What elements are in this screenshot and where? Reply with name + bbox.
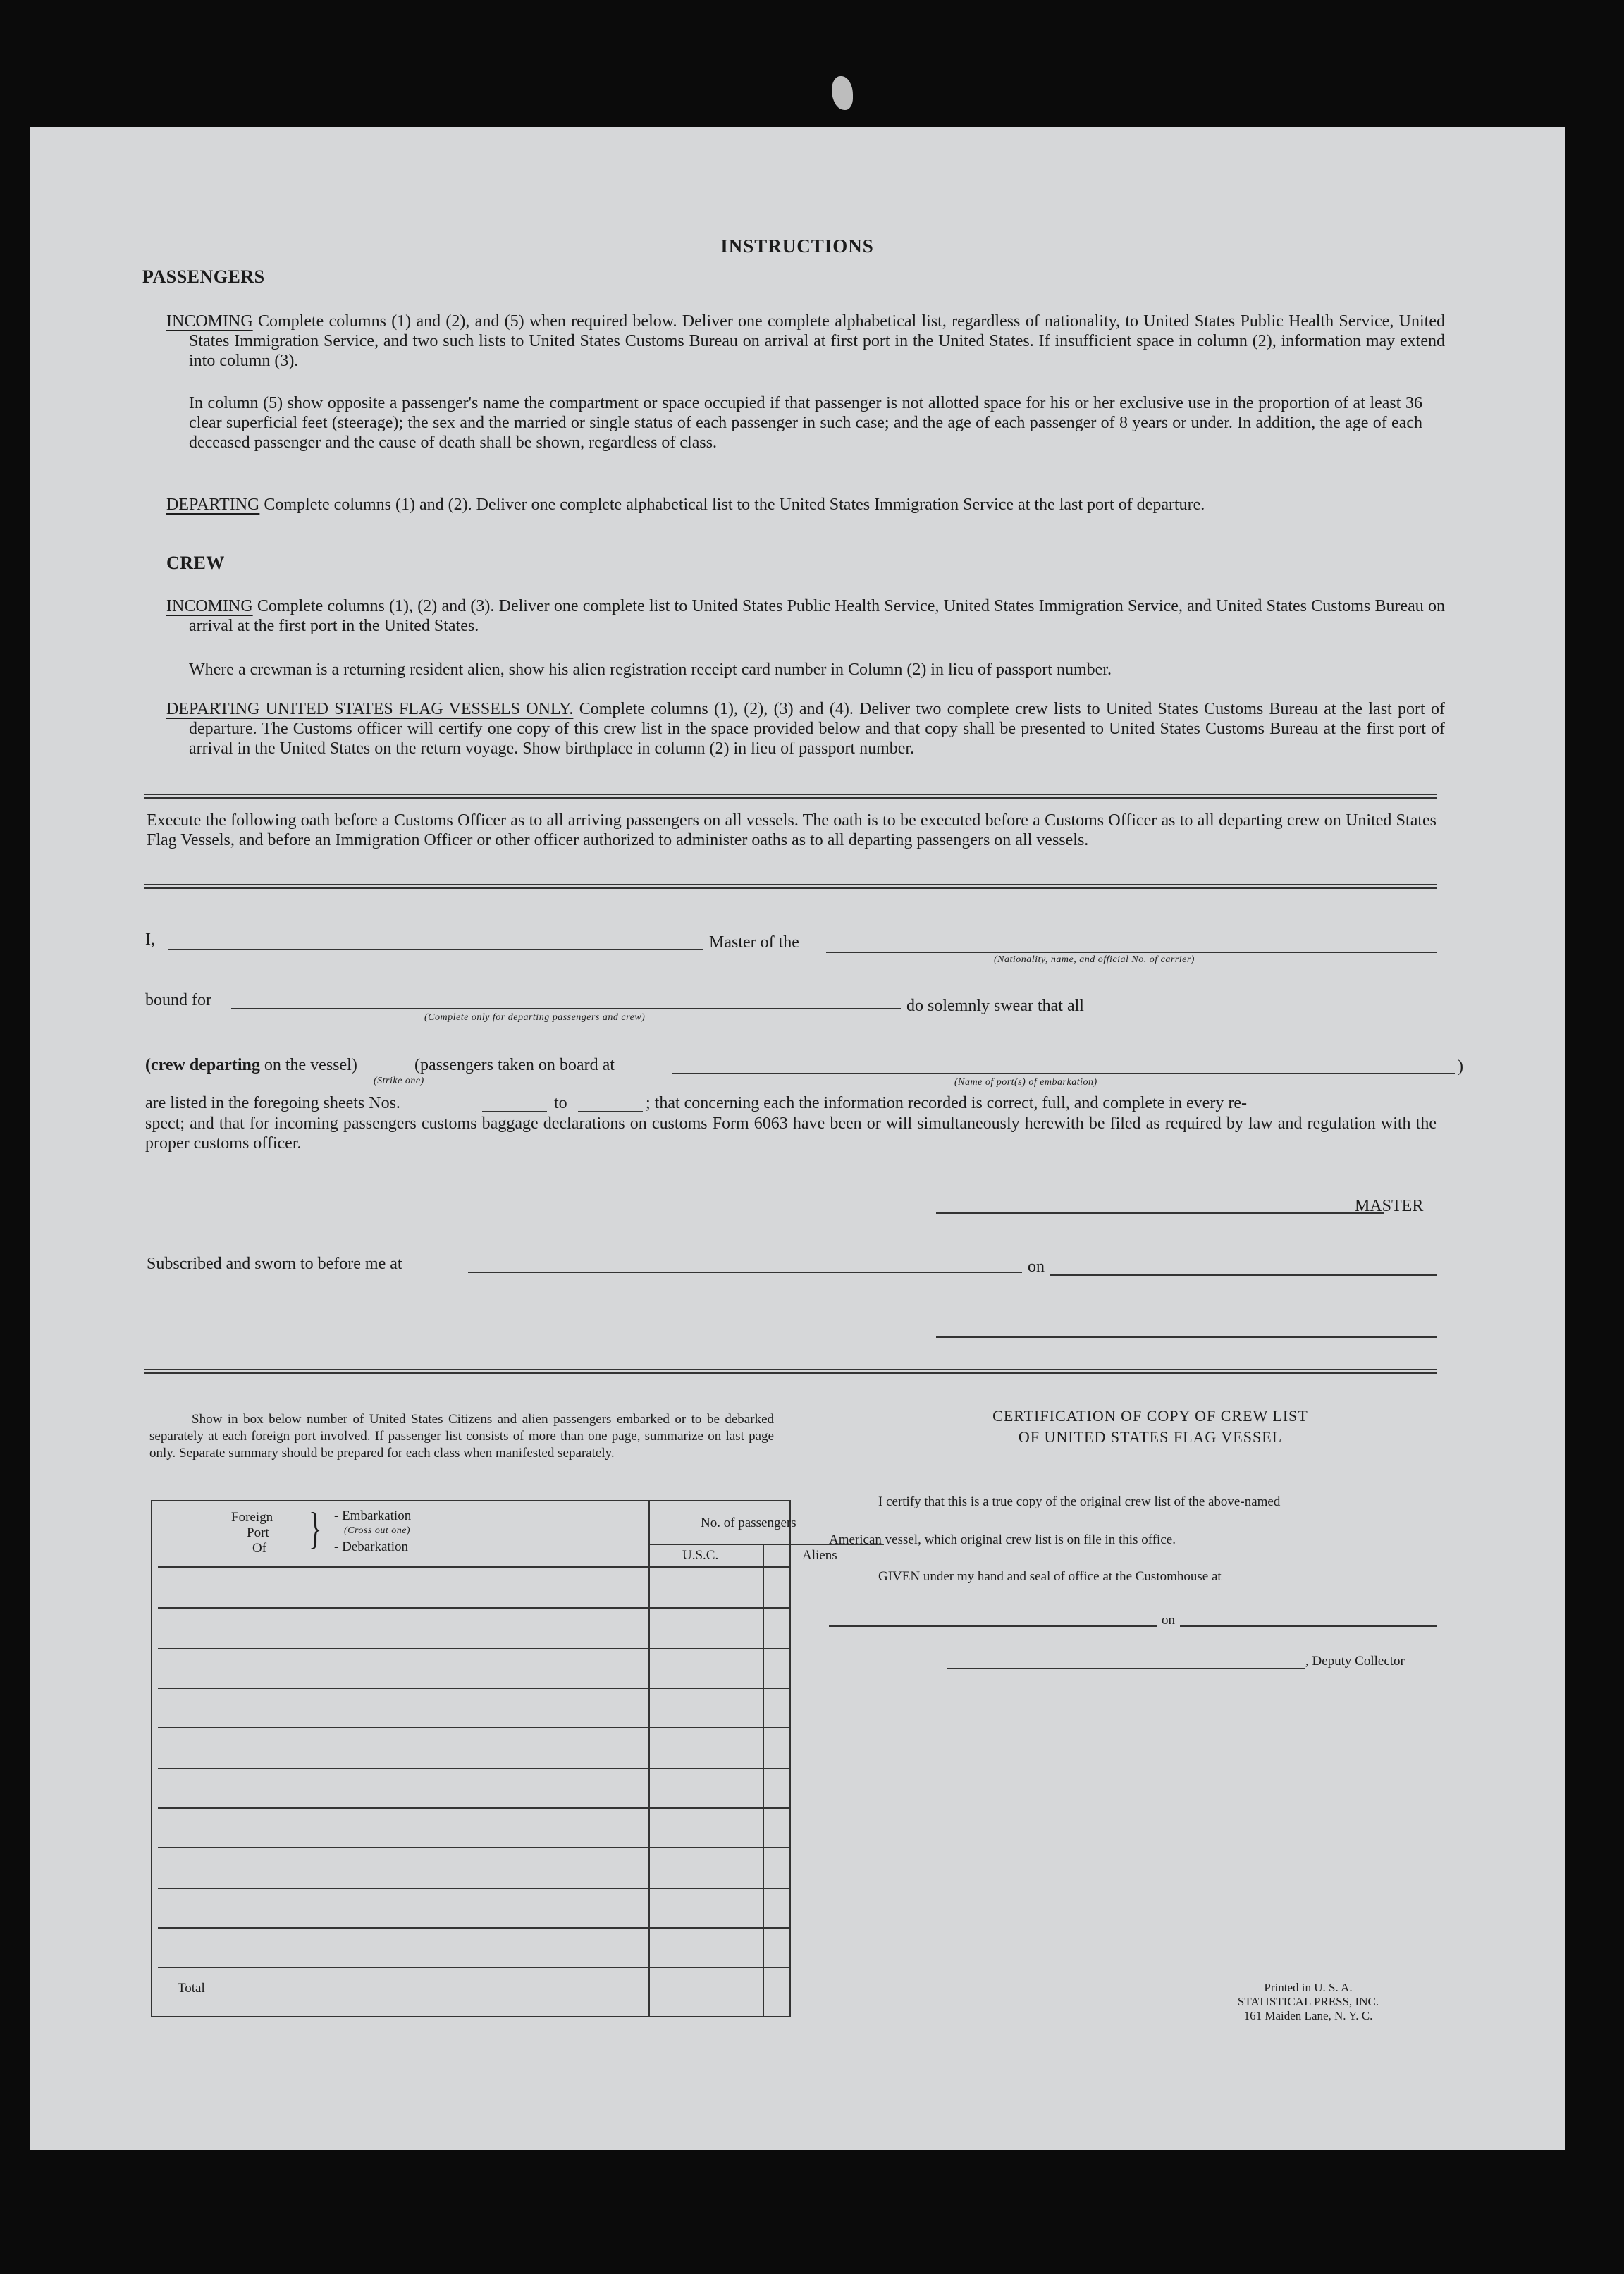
given-line: GIVEN under my hand and seal of office at the Customhouse at [878,1569,1222,1584]
execute-oath-paragraph: Execute the following oath before a Customs Officer as to all arriving passengers on all vessels. The oath is to be executed before a Customs Officer as to all departing crew on United States Flag Vessels, and before an Immigration Officer or other officer authorized to administer oaths as to all departing passengers on all vessels. [147,811,1437,849]
to-label: to [554,1094,567,1112]
form-sheet [30,127,1565,2150]
foreign-port-label-foreign: Foreign [231,1510,273,1525]
sworn-on-label: on [1028,1258,1045,1276]
passengers-heading: PASSENGERS [142,266,265,287]
strike-one-caption: (Strike one) [374,1076,424,1086]
brace: } [309,1503,322,1553]
certify-line-1: I certify that this is a true copy of the original crew list of the above-named [878,1494,1281,1509]
bound-for-label: bound for [145,991,211,1009]
no-of-passengers-header: No. of passengers [701,1516,796,1530]
foreign-port-label-of: Of [252,1541,267,1556]
passengers-incoming-text: Complete columns (1) and (2), and (5) when required below. Deliver one complete alphabetical list, regardless of nationality, to United States Public Health Service, United States Immigration Service, and two such lists to United States Customs Bureau on arrival at first port in the United States. If insufficient space in column (2), information may extend into column (3). [189,312,1445,370]
passengers-departing-paragraph [166,495,1445,515]
crew-heading: CREW [166,553,225,573]
master-name-field[interactable] [168,949,703,950]
printer-imprint [1202,1981,1414,2023]
cert-on-label: on [1162,1613,1175,1628]
certification-title-2: OF UNITED STATES FLAG VESSEL [1018,1428,1283,1446]
embarkation-port-field[interactable] [672,1073,1455,1074]
instructions-title: INSTRUCTIONS [720,235,874,257]
certification-title-1: CERTIFICATION OF COPY OF CREW LIST [992,1407,1308,1425]
passengers-taken-label[interactable]: (passengers taken on board at [414,1056,615,1074]
cert-date-field[interactable] [1180,1625,1437,1627]
crew-incoming-paragraph [166,596,1445,636]
sworn-place-field[interactable] [468,1272,1022,1273]
master-of-the-label: Master of the [709,933,799,952]
sheet-to-field[interactable] [578,1111,643,1112]
column5-paragraph: In column (5) show opposite a passenger's name the compartment or space occupied if that passenger is not allotted space for his or her exclusive use in the proportion of at least 36 clear superficial feet (steerage); the sex and the married or single status of each passenger in such case; and the age of each passenger of 8 years or under. In addition, the age of each deceased passenger and the cause of death shall be shown, regardless of class. [189,394,1422,452]
master-signature-field[interactable] [936,1212,1384,1214]
printer-line-2: STATISTICAL PRESS, INC. [1237,1995,1379,2008]
foreign-port-label-port: Port [247,1525,269,1540]
deputy-collector-label: , Deputy Collector [1305,1654,1405,1668]
passenger-summary-table [151,1500,837,2017]
on-the-vessel-label: on the vessel) [264,1056,357,1074]
bound-for-field[interactable] [231,1008,901,1009]
crewman-paragraph: Where a crewman is a returning resident alien, show his alien registration receipt card number in Column (2) in lieu of passport number. [189,660,1112,679]
aliens-header: Aliens [802,1548,837,1563]
oath-i-label: I, [145,930,155,949]
paper-blot [832,76,853,110]
divider-rule [144,884,1437,889]
listed-text-3: spect; and that for incoming passengers customs baggage declarations on customs Form 6063 have been or will simultaneously herewith be filed as required by law and regulation with the proper customs officer. [145,1114,1437,1153]
subscribed-label: Subscribed and sworn to before me at [147,1255,402,1273]
debarkation-option[interactable]: - Debarkation [334,1539,408,1554]
printer-line-3: 161 Maiden Lane, N. Y. C. [1243,2009,1373,2022]
sworn-date-field[interactable] [1050,1274,1437,1276]
printer-line-1: Printed in U. S. A. [1264,1981,1353,1994]
divider-rule [144,794,1437,799]
officer-signature-field[interactable] [936,1336,1437,1338]
listed-text-2: ; that concerning each the information recorded is correct, full, and complete in every re- [646,1094,1247,1112]
total-label: Total [178,1981,205,1996]
flag-vessels-label: DEPARTING UNITED STATES FLAG VESSELS ONLY. [166,700,574,718]
passengers-incoming-paragraph [166,312,1445,371]
crew-incoming-label: INCOMING [166,597,253,615]
passengers-departing-label: DEPARTING [166,496,260,514]
customhouse-field[interactable] [829,1625,1157,1627]
crew-departing-option[interactable] [145,1056,357,1075]
close-paren: ) [1458,1057,1463,1076]
master-label: MASTER [1355,1197,1424,1215]
carrier-caption: (Nationality, name, and official No. of carrier) [994,954,1195,965]
flag-vessels-text: Complete columns (1), (2), (3) and (4). Deliver two complete crew lists to United States Customs Bureau at the last port of departure. The Customs officer will certify one copy of this crew list in the space provided below and that copy shall be presented to United States Customs Bureau at the first port of arrival in the United States on the return voyage. Show birthplace in column (2) in lieu of passport number. [189,700,1445,758]
carrier-field[interactable] [826,952,1437,953]
solemnly-swear-label: do solemnly swear that all [906,997,1084,1015]
crew-incoming-text: Complete columns (1), (2) and (3). Deliver one complete list to United States Public Health Service, United States Immigration Service, and United States Customs Bureau on arrival at the first port in the United States. [189,597,1446,635]
embarkation-option[interactable]: - Embarkation [334,1508,412,1523]
port-caption: (Name of port(s) of embarkation) [954,1077,1097,1088]
deputy-collector-signature-field[interactable] [947,1668,1305,1669]
passengers-incoming-label: INCOMING [166,312,253,331]
bound-for-caption: (Complete only for departing passengers and crew) [424,1012,646,1023]
crew-departing-label: (crew departing [145,1056,260,1074]
sheet-from-field[interactable] [482,1111,547,1112]
cross-out-caption: (Cross out one) [344,1525,411,1536]
flag-vessels-paragraph [166,699,1445,758]
passengers-departing-text: Complete columns (1) and (2). Deliver one complete alphabetical list to the United States Immigration Service at the last port of departure. [264,496,1205,514]
summary-instruction: Show in box below number of United States Citizens and alien passengers embarked or to be debarked separately at each foreign port involved. If passenger list consists of more than one page, summarize on last page only. Separate summary should be prepared for each class when manifested separately. [149,1412,774,1461]
divider-rule [144,1369,1437,1374]
usc-header: U.S.C. [682,1548,719,1563]
listed-text-1: are listed in the foregoing sheets Nos. [145,1094,400,1112]
certify-line-2: American vessel, which original crew list is on file in this office. [829,1532,1176,1547]
